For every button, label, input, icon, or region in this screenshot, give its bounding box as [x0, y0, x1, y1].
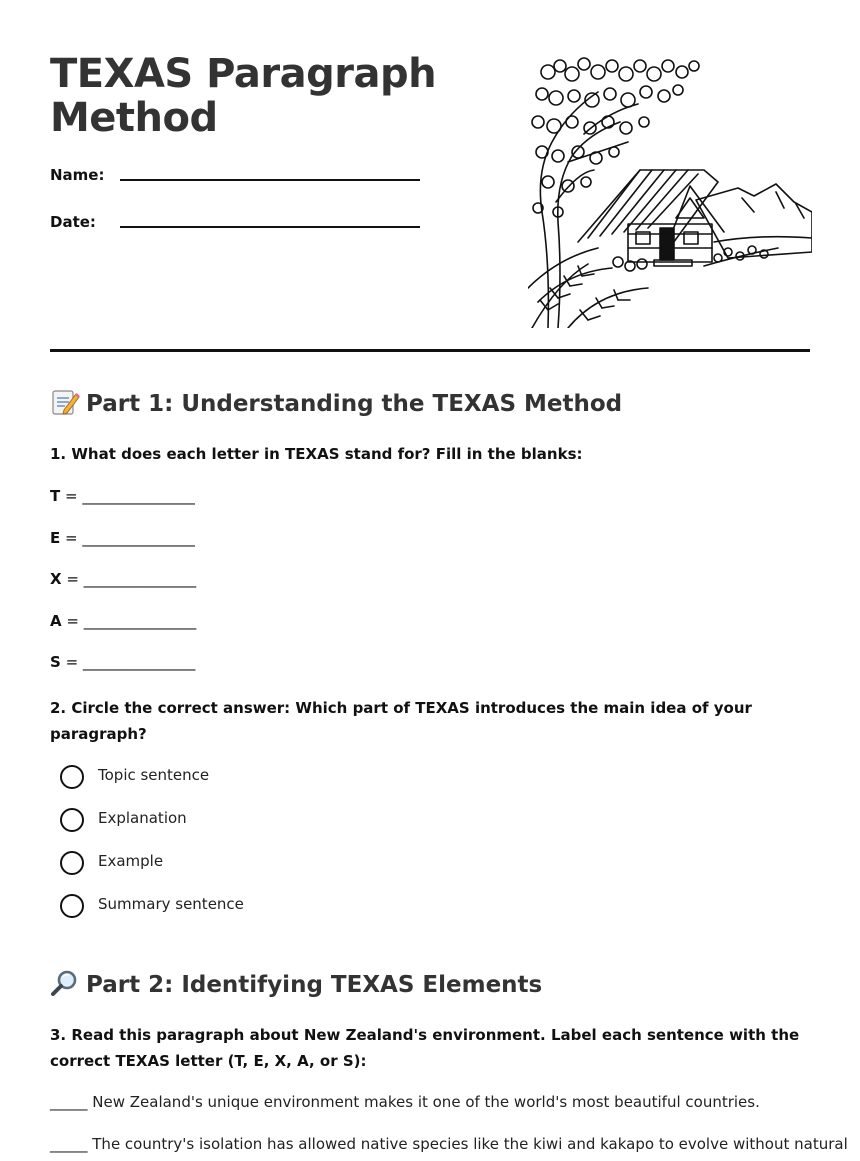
page-title: TEXAS Paragraph Method [50, 51, 437, 141]
part2-title [50, 969, 542, 998]
blank-row-t[interactable] [50, 487, 195, 505]
radio-circle[interactable] [60, 808, 84, 832]
radio-circle[interactable] [60, 765, 84, 789]
blank-line[interactable]: = _______________ [60, 653, 196, 671]
option-label: Example [98, 852, 164, 870]
blank-row-e[interactable] [50, 529, 195, 547]
blank-letter: X [50, 570, 62, 588]
blank-letter: T [50, 487, 61, 505]
part1-title-text: Part 1: Understanding the TEXAS Method [86, 391, 623, 417]
blank-line[interactable]: = _______________ [60, 529, 195, 547]
name-field[interactable] [50, 166, 420, 190]
date-underline[interactable] [120, 226, 420, 228]
date-label: Date: [50, 213, 96, 231]
blank-letter: A [50, 612, 62, 630]
blank-line[interactable]: = _______________ [61, 612, 197, 630]
radio-circle[interactable] [60, 894, 84, 918]
cabin-illustration [528, 52, 812, 328]
option-label: Topic sentence [98, 766, 210, 784]
blank-row-a[interactable] [50, 612, 196, 630]
question-1: 1. What does each letter in TEXAS stand for? Fill in the blanks: [50, 445, 583, 463]
name-label: Name: [50, 166, 105, 184]
sentence-2[interactable]: _____ The country's isolation has allowed native species like the kiwi and kakapo to evolve without natural [50, 1135, 848, 1153]
name-underline[interactable] [120, 179, 420, 181]
blank-row-s[interactable] [50, 653, 195, 671]
question-2: 2. Circle the correct answer: Which part of TEXAS introduces the main idea of your paragraph? [50, 699, 752, 743]
memo-icon [50, 388, 80, 416]
blank-line[interactable]: = _______________ [61, 570, 197, 588]
part1-title [50, 388, 622, 417]
magnifying-glass-icon [50, 969, 80, 997]
blank-letter: E [50, 529, 61, 547]
date-field[interactable] [50, 213, 420, 237]
option-label: Explanation [98, 809, 187, 827]
blank-line[interactable]: = _______________ [60, 487, 195, 505]
part2-title-text: Part 2: Identifying TEXAS Elements [86, 972, 543, 998]
blank-letter: S [50, 653, 61, 671]
question-3: 3. Read this paragraph about New Zealand's environment. Label each sentence with the correct TEXAS letter (T, E, X, A, or S): [50, 1026, 800, 1070]
option-label: Summary sentence [98, 895, 244, 913]
header-divider [50, 349, 810, 352]
radio-circle[interactable] [60, 851, 84, 875]
blank-row-x[interactable] [50, 570, 196, 588]
sentence-1[interactable]: _____ New Zealand's unique environment makes it one of the world's most beautiful countries. [50, 1093, 760, 1111]
